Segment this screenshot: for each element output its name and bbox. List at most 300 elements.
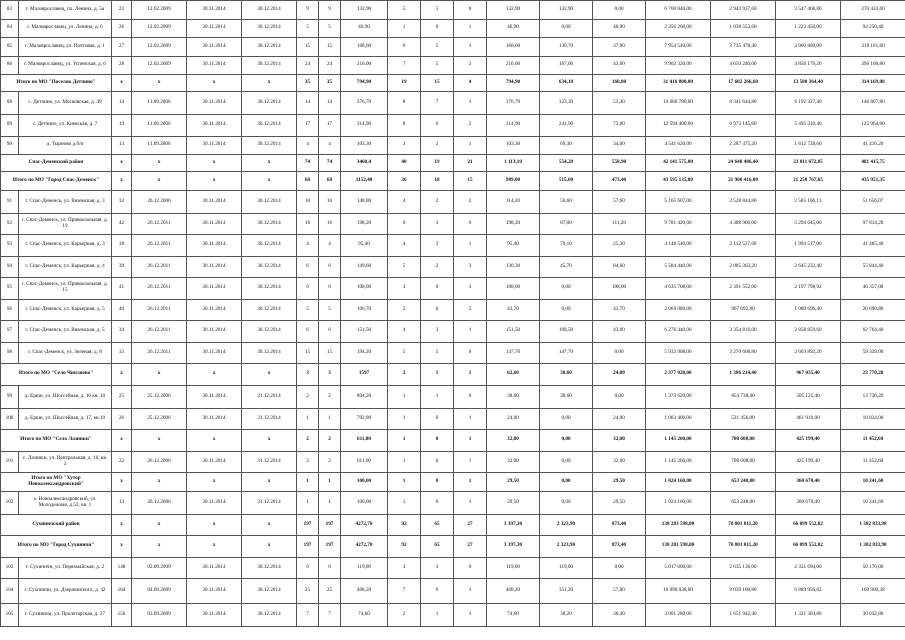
rooms-municipal-cell: 1 xyxy=(454,604,487,627)
total-label-cell: Сухиничский район xyxy=(1,514,112,536)
area-municipal-cell: 29,50 xyxy=(593,491,646,514)
rooms-private-cell: 2 xyxy=(421,136,454,155)
region-share-cell: 967 035,40 xyxy=(776,364,841,386)
cost-total-cell: 4 635 708,00 xyxy=(646,278,711,300)
rooms-total-cell: 1 xyxy=(388,473,421,492)
rooms-municipal-cell: 1 xyxy=(454,321,487,343)
area-cell: 794,90 xyxy=(341,75,388,92)
fund-share-cell: 1 386 214,40 xyxy=(711,364,776,386)
cost-total-cell: 16 090 038,00 xyxy=(646,579,711,604)
residents-cell: 15 xyxy=(297,38,319,57)
deadline-date-cell: 30.12.2014 xyxy=(242,56,297,75)
municipal-share-cell: 20 690,80 xyxy=(841,299,905,321)
residents-relocated-cell: 6 xyxy=(319,321,341,343)
region-share-cell: 2 603 892,20 xyxy=(776,342,841,364)
rooms-total-cell: 8 xyxy=(388,115,421,137)
fund-share-cell: 2 391 552,00 xyxy=(711,278,776,300)
area-total-cell: 24,00 xyxy=(487,408,540,430)
area-municipal-cell: 43,00 xyxy=(593,321,646,343)
planned-date-cell: 30.11.2014 xyxy=(187,299,242,321)
row-number-cell: 85 xyxy=(1,38,19,57)
region-share-cell: 5 294 645,00 xyxy=(776,213,841,235)
area-municipal-cell: 473,40 xyxy=(593,172,646,191)
area-cell: 198,20 xyxy=(341,213,388,235)
total-row xyxy=(1,172,905,191)
rooms-private-cell: 18 xyxy=(421,172,454,191)
fund-share-cell: 3 354 816,00 xyxy=(711,321,776,343)
deadline-date-cell: 30.12.2014 xyxy=(242,38,297,57)
recognition-date-cell: x xyxy=(132,536,187,558)
region-share-cell: 6 889 956,82 xyxy=(776,579,841,604)
cost-total-cell: 9 902 320,00 xyxy=(646,56,711,75)
total-label-cell: Итого по МО "Город Сухиничи" xyxy=(1,536,112,558)
residents-relocated-cell: 9 xyxy=(319,1,341,20)
recognition-date-cell: 25.12.2006 xyxy=(132,408,187,430)
fund-share-cell: 2 942 937,60 xyxy=(711,1,776,20)
rooms-private-cell: 6 xyxy=(421,115,454,137)
residents-relocated-cell: 1 xyxy=(319,473,341,492)
rooms-private-cell: 5 xyxy=(421,56,454,75)
program-number-cell: 19 xyxy=(112,115,132,137)
deadline-date-cell: 30.12.2014 xyxy=(242,136,297,155)
area-total-cell: 74,60 xyxy=(487,604,540,627)
fund-share-cell: 3 270 668,80 xyxy=(711,342,776,364)
program-number-cell: x xyxy=(112,364,132,386)
fund-share-cell: 21 900 416,00 xyxy=(711,172,776,191)
residents-cell: 4 xyxy=(297,136,319,155)
area-municipal-cell: 43,70 xyxy=(593,299,646,321)
recognition-date-cell: 26.12.2006 xyxy=(132,451,187,473)
rooms-municipal-cell: 1 xyxy=(454,364,487,386)
municipal-share-cell: 97 814,20 xyxy=(841,213,905,235)
fund-share-cell: 1 038 553,60 xyxy=(711,19,776,38)
municipal-share-cell: 270 433,60 xyxy=(841,1,905,20)
area-cell: 376,70 xyxy=(341,92,388,115)
program-number-cell: 39 xyxy=(112,256,132,278)
rooms-total-cell: 7 xyxy=(388,579,421,604)
area-municipal-cell: 0,00 xyxy=(593,342,646,364)
rooms-municipal-cell: 1 xyxy=(454,408,487,430)
program-number-cell: 41 xyxy=(112,278,132,300)
deadline-date-cell: x xyxy=(242,430,297,452)
area-private-cell: 119,00 xyxy=(540,557,593,579)
planned-date-cell: 30.11.2014 xyxy=(187,190,242,213)
planned-date-cell: x xyxy=(187,473,242,492)
table-row xyxy=(1,451,905,473)
area-cell: 1152,40 xyxy=(341,172,388,191)
residents-cell: 6 xyxy=(297,278,319,300)
address-cell: г. Спас-Деменск, ул. Привокзальная, д. 15 xyxy=(19,278,112,300)
program-number-cell: 14 xyxy=(112,92,132,115)
cost-total-cell: 5 165 607,00 xyxy=(646,190,711,213)
area-cell: 151,50 xyxy=(341,321,388,343)
area-municipal-cell: 37,90 xyxy=(593,38,646,57)
rooms-total-cell: 1 xyxy=(388,385,421,408)
area-municipal-cell: 0,00 xyxy=(593,385,646,408)
rooms-private-cell: 65 xyxy=(421,514,454,536)
municipal-share-cell: 146 807,80 xyxy=(841,92,905,115)
program-number-cell: x xyxy=(112,172,132,191)
row-number-cell: 93 xyxy=(1,235,19,257)
residents-relocated-cell: 4 xyxy=(319,235,341,257)
cost-total-cell: 2 356 260,00 xyxy=(646,19,711,38)
region-share-cell: 1 223 456,00 xyxy=(776,19,841,38)
row-number-cell: 90 xyxy=(1,136,19,155)
residents-cell: 35 xyxy=(297,75,319,92)
area-municipal-cell: 24,00 xyxy=(593,408,646,430)
cost-total-cell: 14 680 780,00 xyxy=(646,92,711,115)
program-number-cell: 148 xyxy=(112,557,132,579)
rooms-municipal-cell: 27 xyxy=(454,536,487,558)
rooms-total-cell: 92 xyxy=(388,536,421,558)
fund-share-cell: 3 735 478,40 xyxy=(711,38,776,57)
program-number-cell: 38 xyxy=(112,235,132,257)
cost-total-cell: 1 024 160,00 xyxy=(646,491,711,514)
fund-share-cell: 70 801 011,20 xyxy=(711,514,776,536)
recognition-date-cell: 26.12.2011 xyxy=(132,235,187,257)
municipal-share-cell: 435 951,35 xyxy=(841,172,905,191)
area-municipal-cell: 46,90 xyxy=(593,19,646,38)
rooms-total-cell: 9 xyxy=(388,213,421,235)
table-row xyxy=(1,342,905,364)
fund-share-cell: 9 039 180,80 xyxy=(711,579,776,604)
rooms-total-cell: 4 xyxy=(388,235,421,257)
deadline-date-cell: 31.12.2014 xyxy=(242,491,297,514)
residents-relocated-cell: 24 xyxy=(319,56,341,75)
rooms-private-cell: 0 xyxy=(421,473,454,492)
planned-date-cell: 30.11.2014 xyxy=(187,213,242,235)
rooms-total-cell: 2 xyxy=(388,299,421,321)
row-number-cell: 89 xyxy=(1,115,19,137)
residents-cell: 7 xyxy=(297,604,319,627)
residents-cell: 6 xyxy=(297,557,319,579)
region-share-cell: 360 670,40 xyxy=(776,473,841,492)
row-number-cell: 105 xyxy=(1,604,19,627)
deadline-date-cell: x xyxy=(242,364,297,386)
rooms-private-cell: 1 xyxy=(421,364,454,386)
row-number-cell: 104 xyxy=(1,579,19,604)
recognition-date-cell: 26.12.2011 xyxy=(132,213,187,235)
residents-cell: 5 xyxy=(297,19,319,38)
area-total-cell: 114,20 xyxy=(487,190,540,213)
residents-cell: 9 xyxy=(297,1,319,20)
region-share-cell: 66 099 552,82 xyxy=(776,514,841,536)
address-cell: д. Тырново д.б/н xyxy=(19,136,112,155)
area-total-cell: 794,90 xyxy=(487,75,540,92)
region-share-cell: 66 099 552,82 xyxy=(776,536,841,558)
table-row xyxy=(1,115,905,137)
area-cell: 4272,70 xyxy=(341,536,388,558)
recognition-date-cell: 26.12.2011 xyxy=(132,342,187,364)
region-share-cell: 425 199,40 xyxy=(776,430,841,452)
address-cell: г. Спас-Деменск, ул. Карьерная, д. 4 xyxy=(19,256,112,278)
planned-date-cell: 30.11.2014 xyxy=(187,38,242,57)
recognition-date-cell: 12.02.2009 xyxy=(132,56,187,75)
deadline-date-cell: 30.12.2014 xyxy=(242,604,297,627)
total-row xyxy=(1,364,905,386)
area-private-cell: 56,60 xyxy=(540,190,593,213)
deadline-date-cell: 30.12.2014 xyxy=(242,321,297,343)
deadline-date-cell: 30.12.2014 xyxy=(242,1,297,20)
total-label-cell: Итого по МО "Село Лазинки" xyxy=(1,430,112,452)
area-total-cell: 314,90 xyxy=(487,115,540,137)
area-municipal-cell: 111,20 xyxy=(593,213,646,235)
total-label-cell: Спас-Деменский район xyxy=(1,155,112,172)
area-total-cell: 62,60 xyxy=(487,364,540,386)
area-private-cell: 87,00 xyxy=(540,213,593,235)
table-row xyxy=(1,491,905,514)
recognition-date-cell: x xyxy=(132,514,187,536)
rooms-private-cell: 3 xyxy=(421,235,454,257)
fund-share-cell: 4 388 960,00 xyxy=(711,213,776,235)
rooms-private-cell: 5 xyxy=(421,342,454,364)
municipal-share-cell: 30 032,80 xyxy=(841,604,905,627)
area-municipal-cell: 36,40 xyxy=(593,604,646,627)
recognition-date-cell: 11.09.2006 xyxy=(132,92,187,115)
address-cell: г. Спас-Деменск, ул. Привокзальная, д. 19 xyxy=(19,213,112,235)
residents-relocated-cell: 4 xyxy=(319,136,341,155)
residents-relocated-cell: 1 xyxy=(319,491,341,514)
fund-share-cell: 967 692,80 xyxy=(711,299,776,321)
program-number-cell: 22 xyxy=(112,451,132,473)
table-row xyxy=(1,579,905,604)
cost-total-cell: 6 760 840,00 xyxy=(646,1,711,20)
planned-date-cell: 30.11.2014 xyxy=(187,557,242,579)
residents-cell: 15 xyxy=(297,342,319,364)
rooms-total-cell: 5 xyxy=(388,1,421,20)
municipal-share-cell: 10 034,00 xyxy=(841,408,905,430)
area-municipal-cell: 558,90 xyxy=(593,155,646,172)
municipal-share-cell: 41 485,40 xyxy=(841,235,905,257)
fund-share-cell: 2 635 136,00 xyxy=(711,557,776,579)
address-cell: г. Сухиничи, ул. Первомайская, д. 2 xyxy=(19,557,112,579)
program-number-cell: 42 xyxy=(112,213,132,235)
region-share-cell: 425 199,40 xyxy=(776,451,841,473)
recognition-date-cell: x xyxy=(132,364,187,386)
area-private-cell: 167,00 xyxy=(540,56,593,75)
area-cell: 100,00 xyxy=(341,491,388,514)
area-private-cell: 0,00 xyxy=(540,473,593,492)
residents-relocated-cell: 25 xyxy=(319,579,341,604)
rooms-private-cell: 0 xyxy=(421,19,454,38)
cost-total-cell: 43 595 135,00 xyxy=(646,172,711,191)
area-cell: 611,00 xyxy=(341,451,388,473)
area-municipal-cell: 873,40 xyxy=(593,536,646,558)
rooms-total-cell: 1 xyxy=(388,19,421,38)
rooms-total-cell: 92 xyxy=(388,514,421,536)
residents-cell: 2 xyxy=(297,451,319,473)
table-row xyxy=(1,92,905,115)
cost-total-cell: 5 017 000,00 xyxy=(646,557,711,579)
rooms-total-cell: 6 xyxy=(388,38,421,57)
area-cell: 408,20 xyxy=(341,579,388,604)
area-municipal-cell: 84,60 xyxy=(593,256,646,278)
cost-total-cell: 4 148 540,00 xyxy=(646,235,711,257)
deadline-date-cell: 30.12.2014 xyxy=(242,579,297,604)
program-number-cell: 25 xyxy=(112,385,132,408)
total-label-cell: Итого по МО "Хутор Новоалександровский" xyxy=(1,473,112,492)
area-private-cell: 0,00 xyxy=(540,278,593,300)
address-cell: г. Малоярославец, пл. Ленина, д. 5а xyxy=(19,1,112,20)
region-share-cell: 2 858 859,60 xyxy=(776,321,841,343)
area-total-cell: 168,60 xyxy=(487,38,540,57)
address-cell: д. Ерши, ул. Шоссейная, д. 17, кв.10 xyxy=(19,408,112,430)
program-number-cell: x xyxy=(112,75,132,92)
residents-cell: 197 xyxy=(297,536,319,558)
area-private-cell: 130,70 xyxy=(540,38,593,57)
residents-relocated-cell: 68 xyxy=(319,172,341,191)
program-number-cell: 13 xyxy=(112,491,132,514)
row-number-cell: 84 xyxy=(1,19,19,38)
recognition-date-cell: x xyxy=(132,473,187,492)
rooms-municipal-cell: 0 xyxy=(454,385,487,408)
fund-share-cell: 4 650 240,00 xyxy=(711,56,776,75)
rooms-private-cell: 0 xyxy=(421,491,454,514)
total-row xyxy=(1,473,905,492)
planned-date-cell: 30.11.2014 xyxy=(187,342,242,364)
cost-total-cell: 2 069 080,00 xyxy=(646,299,711,321)
rooms-municipal-cell: 1 xyxy=(454,235,487,257)
deadline-date-cell: 30.12.2014 xyxy=(242,19,297,38)
program-number-cell: 28 xyxy=(112,56,132,75)
planned-date-cell: 30.11.2014 xyxy=(187,56,242,75)
area-cell: 103,30 xyxy=(341,136,388,155)
residents-relocated-cell: 17 xyxy=(319,115,341,137)
address-cell: с. Лазинки, ул. Центральная, д. 16, кв. 3 xyxy=(19,451,112,473)
rooms-municipal-cell: 1 xyxy=(454,38,487,57)
deadline-date-cell: 31.12.2014 xyxy=(242,385,297,408)
area-total-cell: 43,70 xyxy=(487,299,540,321)
deadline-date-cell: 30.12.2014 xyxy=(242,342,297,364)
region-share-cell: 23 011 672,85 xyxy=(776,155,841,172)
rooms-municipal-cell: 3 xyxy=(454,278,487,300)
fund-share-cell: 708 608,00 xyxy=(711,430,776,452)
row-number-cell: 95 xyxy=(1,278,19,300)
area-cell: 168,60 xyxy=(341,38,388,57)
total-row xyxy=(1,75,905,92)
rooms-municipal-cell: 15 xyxy=(454,172,487,191)
planned-date-cell: 30.11.2014 xyxy=(187,579,242,604)
area-cell: 95,40 xyxy=(341,235,388,257)
deadline-date-cell: 30.12.2014 xyxy=(242,299,297,321)
area-private-cell: 634,10 xyxy=(540,75,593,92)
total-row xyxy=(1,536,905,558)
area-municipal-cell: 57,60 xyxy=(593,190,646,213)
program-number-cell: x xyxy=(112,514,132,536)
deadline-date-cell: x xyxy=(242,514,297,536)
residents-relocated-cell: 197 xyxy=(319,514,341,536)
rooms-private-cell: 0 xyxy=(421,451,454,473)
residents-cell: 16 xyxy=(297,213,319,235)
row-number-cell: 102 xyxy=(1,491,19,514)
municipal-share-cell: 1 382 833,98 xyxy=(841,514,905,536)
area-private-cell: 0,00 xyxy=(540,408,593,430)
region-share-cell: 2 331 694,00 xyxy=(776,557,841,579)
area-private-cell: 2 323,90 xyxy=(540,536,593,558)
area-cell: 4272,70 xyxy=(341,514,388,536)
total-row xyxy=(1,514,905,536)
area-municipal-cell: 0,00 xyxy=(593,557,646,579)
area-total-cell: 29,50 xyxy=(487,491,540,514)
area-private-cell: 147,70 xyxy=(540,342,593,364)
residents-cell: 74 xyxy=(297,155,319,172)
rooms-municipal-cell: 21 xyxy=(454,155,487,172)
table-row xyxy=(1,38,905,57)
area-cell: 106,70 xyxy=(341,299,388,321)
area-private-cell: 38,60 xyxy=(540,385,593,408)
address-cell: г. Малоярославец, ул. Успенская, д. 6 xyxy=(19,56,112,75)
planned-date-cell: x xyxy=(187,514,242,536)
rooms-municipal-cell: 1 xyxy=(454,579,487,604)
rooms-private-cell: 15 xyxy=(421,75,454,92)
area-total-cell: 408,20 xyxy=(487,579,540,604)
recognition-date-cell: 04.09.2009 xyxy=(132,579,187,604)
rooms-municipal-cell: 1 xyxy=(454,92,487,115)
area-private-cell: 45,70 xyxy=(540,256,593,278)
fund-share-cell: 70 801 011,20 xyxy=(711,536,776,558)
area-total-cell: 376,70 xyxy=(487,92,540,115)
row-number-cell: 98 xyxy=(1,342,19,364)
region-share-cell: 1 080 696,40 xyxy=(776,299,841,321)
rooms-total-cell: 4 xyxy=(388,321,421,343)
address-cell: х. Новоалександровский, ул. Молодежная, д.52, кв. 1 xyxy=(19,491,112,514)
cost-total-cell: 1 145 260,00 xyxy=(646,451,711,473)
recognition-date-cell: 12.02.2009 xyxy=(132,19,187,38)
area-cell: 46,90 xyxy=(341,19,388,38)
address-cell: г. Спас-Деменск, ул. Карьерная, д. 3 xyxy=(19,235,112,257)
address-cell: г. Малоярославец, ул. Почтовая, д. 1 xyxy=(19,38,112,57)
area-cell: 3460,4 xyxy=(341,155,388,172)
area-municipal-cell: 160,80 xyxy=(593,75,646,92)
cost-total-cell: 1 145 260,00 xyxy=(646,430,711,452)
municipal-share-cell: 318 181,60 xyxy=(841,38,905,57)
area-private-cell: 0,00 xyxy=(540,299,593,321)
rooms-total-cell: 3 xyxy=(388,557,421,579)
municipal-share-cell: 51 656,07 xyxy=(841,190,905,213)
area-private-cell: 38,20 xyxy=(540,604,593,627)
region-share-cell: 4 856 179,20 xyxy=(776,56,841,75)
program-number-cell: 33 xyxy=(112,342,132,364)
area-total-cell: 29,50 xyxy=(487,473,540,492)
area-private-cell: 0,00 xyxy=(540,19,593,38)
table-row xyxy=(1,235,905,257)
region-share-cell: 2 197 798,92 xyxy=(776,278,841,300)
recognition-date-cell: 26.12.2011 xyxy=(132,256,187,278)
rooms-total-cell: 36 xyxy=(388,172,421,191)
area-total-cell: 132,90 xyxy=(487,1,540,20)
rooms-municipal-cell: 2 xyxy=(454,299,487,321)
municipal-share-cell: 125 964,00 xyxy=(841,115,905,137)
residents-cell: 2 xyxy=(297,385,319,408)
residents-cell: 17 xyxy=(297,115,319,137)
cost-total-cell: 5 584 440,00 xyxy=(646,256,711,278)
area-total-cell: 38,60 xyxy=(487,385,540,408)
address-cell: г. Спас-Деменск, ул. Вяземская, д. 5 xyxy=(19,321,112,343)
rooms-municipal-cell: 0 xyxy=(454,557,487,579)
rooms-private-cell: 3 xyxy=(421,213,454,235)
table-row xyxy=(1,604,905,627)
area-municipal-cell: 873,40 xyxy=(593,514,646,536)
recognition-date-cell: x xyxy=(132,75,187,92)
rooms-municipal-cell: 1 xyxy=(454,451,487,473)
rooms-municipal-cell: 2 xyxy=(454,115,487,137)
rooms-total-cell: 5 xyxy=(388,256,421,278)
residents-relocated-cell: 2 xyxy=(319,430,341,452)
residents-cell: 5 xyxy=(297,299,319,321)
municipal-share-cell: 55 844,40 xyxy=(841,256,905,278)
planned-date-cell: x xyxy=(187,430,242,452)
municipal-share-cell: 314 169,00 xyxy=(841,75,905,92)
